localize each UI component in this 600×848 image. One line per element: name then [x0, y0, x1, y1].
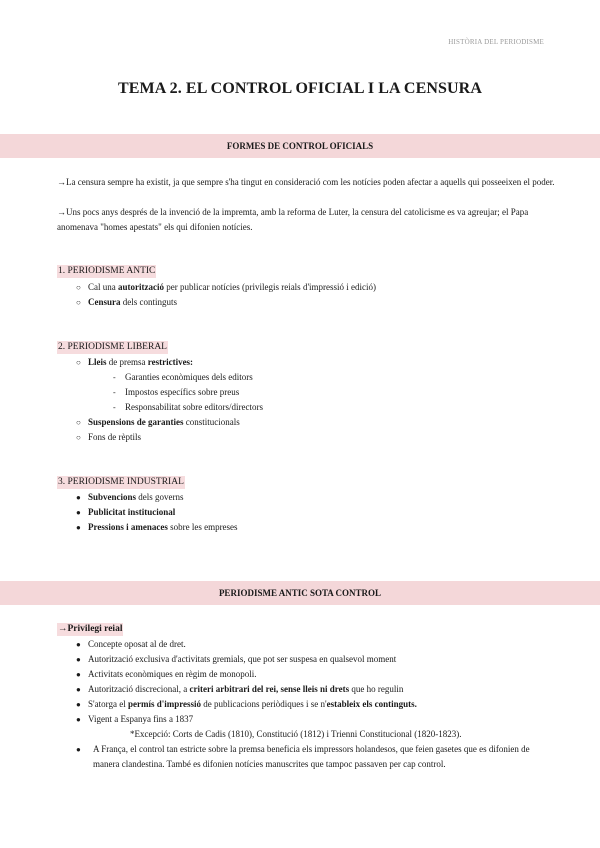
running-header: HISTÒRIA DEL PERIODISME [448, 38, 544, 46]
list-item: ● Publicitat institucional [76, 505, 175, 520]
list-item: ● Concepte oposat al de dret. [76, 637, 186, 652]
list-item: ● Autorització discrecional, a criteri arbitrari del rei, sense lleis ni drets que ho regulin [76, 682, 403, 697]
page-title: TEMA 2. EL CONTROL OFICIAL I LA CENSURA [118, 80, 482, 97]
section-heading-privilegi-reial: →Privilegi reial [58, 624, 123, 634]
exception-note: *Excepció: Corts de Cadis (1810), Constitució (1812) i Trienni Constitucional (1820-1823). [130, 729, 462, 739]
intro-paragraph-2: →Uns pocs anys després de la invenció de la impremta, amb la reforma de Luter, la censura del catolicisme es va agreujar; el Papa anomenava "homes apestats" els qui difonien notícies. [57, 207, 529, 232]
list-item: ● Pressions i amenaces sobre les empreses [76, 520, 238, 535]
filled-bullet-icon: ● [76, 655, 81, 664]
filled-bullet-icon: ● [76, 523, 81, 532]
section-heading-periodisme-liberal: 2. PERIODISME LIBERAL [58, 342, 167, 352]
section-heading-periodisme-industrial: 3. PERIODISME INDUSTRIAL [58, 477, 184, 487]
filled-bullet-icon: ● [76, 670, 81, 679]
dash-bullet-icon: - [113, 373, 116, 382]
list-item: A França, el control tan estricte sobre la premsa beneficia els impressors holandesos, que feien gasetes que es difonien de manera clandestina. També es difonien notícies manuscrites que tampoc passaven per cap control. [93, 744, 530, 769]
list-item: ○ Cal una autorització per publicar notícies (privilegis reials d'impressió i edició) [76, 280, 376, 295]
circle-bullet-icon: ○ [76, 358, 81, 367]
list-item: ● Autorització exclusiva d'activitats gremials, que pot ser suspesa en qualsevol moment [76, 652, 396, 667]
circle-bullet-icon: ○ [76, 433, 81, 442]
filled-bullet-icon: ● [76, 640, 81, 649]
circle-bullet-icon: ○ [76, 283, 81, 292]
section-band-periodisme-antic: PERIODISME ANTIC SOTA CONTROL [0, 581, 600, 605]
list-item: ● S'atorga el permís d'impressió de publicacions periòdiques i se n'estableix els continguts. [76, 697, 417, 712]
sub-list-item: - Garanties econòmiques dels editors [113, 370, 253, 385]
dash-bullet-icon: - [113, 388, 116, 397]
section-heading-periodisme-antic: 1. PERIODISME ANTIC [58, 266, 156, 276]
circle-bullet-icon: ○ [76, 418, 81, 427]
filled-bullet-icon: ● [76, 745, 81, 754]
list-item: ○ Suspensions de garanties constitucionals [76, 415, 240, 430]
intro-paragraph-1: →La censura sempre ha existit, ja que sempre s'ha tingut en consideració com les notícies poden afectar a aquells qui posseeixen el poder. [57, 177, 555, 187]
sub-list-item: - Responsabilitat sobre editors/directors [113, 400, 263, 415]
list-item: ○ Fons de rèptils [76, 430, 141, 445]
dash-bullet-icon: - [113, 403, 116, 412]
filled-bullet-icon: ● [76, 685, 81, 694]
circle-bullet-icon: ○ [76, 298, 81, 307]
filled-bullet-icon: ● [76, 700, 81, 709]
list-item: ○ Lleis de premsa restrictives: [76, 355, 193, 370]
sub-list-item: - Impostos específics sobre preus [113, 385, 239, 400]
list-item: ● Subvencions dels governs [76, 490, 184, 505]
section-band-formes: FORMES DE CONTROL OFICIALS [0, 134, 600, 158]
list-item: ● Activitats econòmiques en règim de monopoli. [76, 667, 256, 682]
list-item-bullet-marker [76, 742, 88, 757]
filled-bullet-icon: ● [76, 493, 81, 502]
list-item: ○ Censura dels continguts [76, 295, 177, 310]
filled-bullet-icon: ● [76, 508, 81, 517]
list-item: ● Vigent a Espanya fins a 1837 [76, 712, 193, 727]
filled-bullet-icon: ● [76, 715, 81, 724]
